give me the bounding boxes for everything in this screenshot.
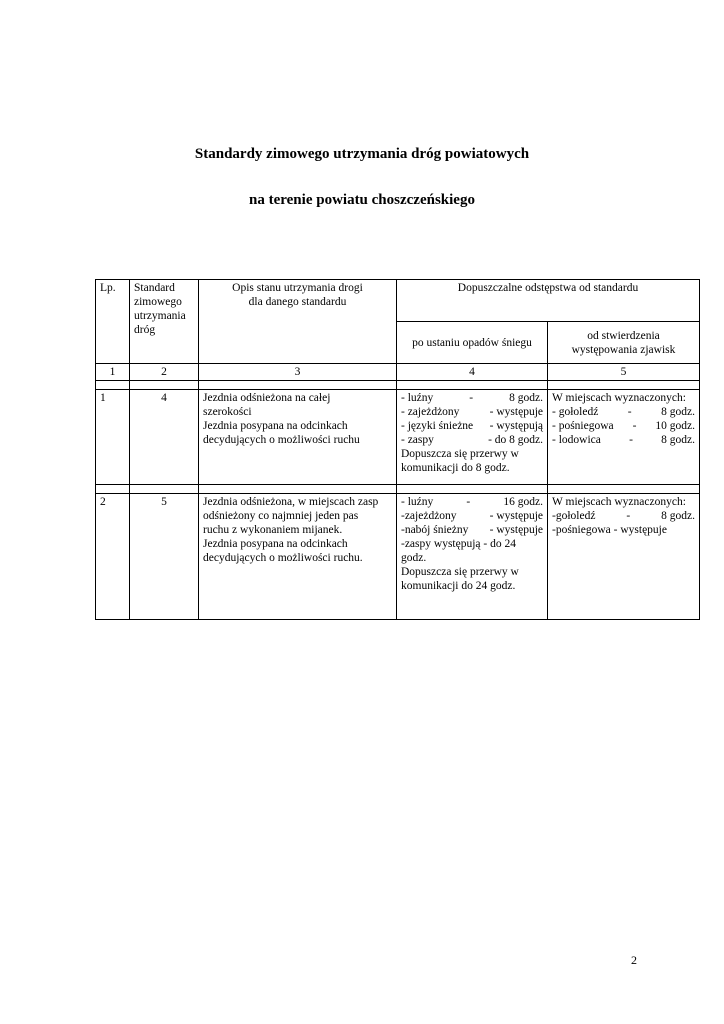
value-part: - zaspy [401,434,434,446]
zjawiska-intro: W miejscach wyznaczonych: [552,392,686,404]
value-part: -gołoledź [552,510,596,522]
value-part: 8 godz. [661,434,695,446]
column-number: 3 [199,364,397,381]
po-ustaniu-note: Dopuszcza się przerwy w komunikacji do 8 godz. [401,448,519,474]
value-part: - języki śnieżne [401,420,474,432]
header-od-stwierdzenia: od stwierdzenia występowania zjawisk [548,322,700,364]
value-part: - [626,510,631,522]
value-part: - [632,420,637,432]
row-po-ustaniu [397,390,548,485]
value-line [401,433,543,447]
value-part: - lodowica [552,434,601,446]
value-line [552,433,695,447]
header-row [96,280,700,322]
row-opis: Jezdnia odśnieżona na całej szerokości Jezdnia posypana na odcinkach decydujących o możliwości ruchu [199,390,397,485]
value-line [401,495,543,509]
row-lp: 2 [96,494,130,620]
zjawiska-intro: W miejscach wyznaczonych: [552,496,686,508]
document-subtitle: na terenie powiatu choszczeńskiego [249,192,475,208]
row-standard: 5 [130,494,199,620]
zjawiska-list [552,509,695,537]
value-part: -nabój śnieżny [401,524,469,536]
row-standard: 4 [130,390,199,485]
header-lp: Lp. [96,280,130,364]
value-line [401,523,543,537]
value-part: 8 godz. [661,406,695,418]
value-part [457,509,490,523]
column-number: 4 [397,364,548,381]
value-part: - zajeżdżony [401,406,460,418]
document-title: Standardy zimowego utrzymania dróg powiatowych [194,146,530,162]
header-standard: Standard zimowego utrzymania dróg [130,280,199,364]
value-part: - występuje [489,406,543,418]
value-line [401,419,543,433]
spacer-row [96,485,700,494]
value-part [468,523,489,537]
po-ustaniu-note: -zaspy występują - do 24 godz. Dopuszcza się przerwy w komunikacji do 24 godz. [401,538,519,592]
row-lp: 1 [96,390,130,485]
page-number: 2 [631,953,637,967]
header-opis: Opis stanu utrzymania drogi dla danego standardu [199,280,397,364]
column-number: 2 [130,364,199,381]
value-part [459,405,489,419]
value-part: -pośniegowa - występuje [552,524,667,536]
row-opis: Jezdnia odśnieżona, w miejscach zasp odśnieżony co najmniej jeden pas ruchu z wykonaniem mijanek. Jezdnia posypana na odcinkach decydujących o możliwości ruchu. [199,494,397,620]
value-part: - luźny [401,496,434,508]
value-part: - do 8 godz. [488,434,543,446]
value-part: - występują [489,420,543,432]
value-line [401,509,543,523]
po-ustaniu-list [401,391,543,447]
column-number: 1 [96,364,130,381]
value-line [401,391,543,405]
value-part [667,523,695,537]
value-part: 8 godz. [509,392,543,404]
value-line [401,405,543,419]
value-part: - występuje [489,524,543,536]
value-part: - [629,434,633,446]
value-part: - [466,496,471,508]
table-row [96,390,700,485]
value-line [552,405,695,419]
value-part: 16 godz. [503,496,543,508]
spacer-row [96,381,700,390]
row-zjawiska [548,390,700,485]
value-line [552,509,695,523]
value-part: - gołoledź [552,406,599,418]
value-part: - luźny [401,392,434,404]
value-part: - [469,392,474,404]
header-po-ustaniu: po ustaniu opadów śniegu [397,322,548,364]
row-zjawiska [548,494,700,620]
table-row [96,494,700,620]
value-part: - [627,406,632,418]
value-line [552,419,695,433]
value-part [473,419,489,433]
value-part: -zajeżdżony [401,510,457,522]
value-line [552,523,695,537]
value-part: 8 godz. [661,510,695,522]
value-part: 10 godz. [655,420,695,432]
value-part: - występuje [489,510,543,522]
column-number: 5 [548,364,700,381]
value-part [434,433,488,447]
zjawiska-list [552,405,695,447]
value-part: - pośniegowa [552,420,614,432]
standards-table [95,279,700,620]
po-ustaniu-list [401,495,543,537]
row-po-ustaniu [397,494,548,620]
column-number-row [96,364,700,381]
header-odstepstwa: Dopuszczalne odstępstwa od standardu [397,280,700,322]
